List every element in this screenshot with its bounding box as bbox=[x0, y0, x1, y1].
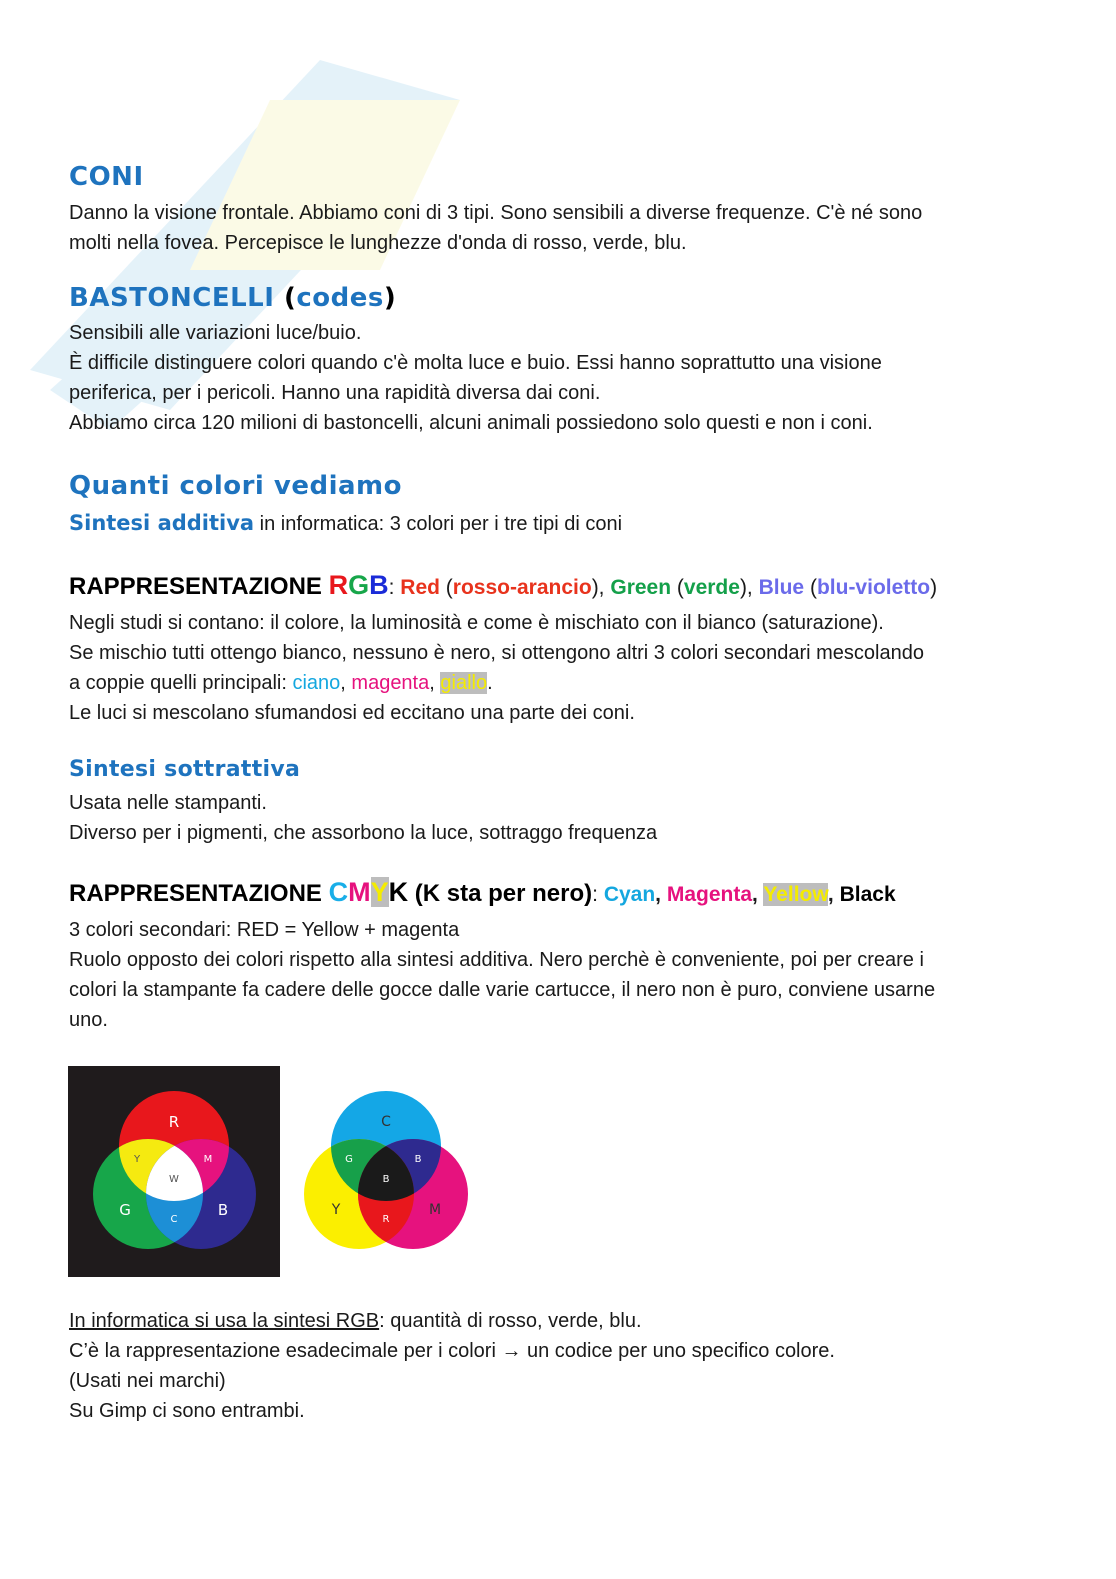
cmy-label-b: B bbox=[414, 1154, 422, 1165]
rgb-label-c: C bbox=[170, 1214, 178, 1225]
sottrattiva-line-2: Diverso per i pigmenti, che assorbono la luce, sottraggo frequenza bbox=[69, 822, 658, 844]
rgb-label-g: G bbox=[119, 1201, 131, 1219]
cmyk-line-2: Ruolo opposto dei colori rispetto alla sintesi additiva. Nero perchè è conveniente, poi per creare i bbox=[69, 949, 924, 971]
footer-line-1 bbox=[69, 1306, 1059, 1336]
word-ciano: ciano bbox=[292, 672, 341, 694]
cmyk-comma-2: , bbox=[752, 883, 764, 906]
rgb-label-m: M bbox=[203, 1154, 213, 1165]
footer-line-2: C’è la rappresentazione esadecimale per i colori → un codice per uno specifico colore. bbox=[69, 1340, 835, 1362]
heading-sintesi-sottrattiva: Sintesi sottrattiva bbox=[69, 757, 301, 782]
rgb-open2: ( bbox=[671, 576, 684, 599]
cmyk-cyan: Cyan bbox=[603, 883, 656, 906]
bastoncelli-paren-open: ( bbox=[274, 283, 297, 313]
rgb-letter-r: R bbox=[328, 570, 349, 600]
quanti-rest: in informatica: 3 colori per i tre tipi di coni bbox=[254, 513, 623, 535]
coni-line-1: Danno la visione frontale. Abbiamo coni di 3 tipi. Sono sensibili a diverse frequenze. C'è né sono bbox=[69, 202, 923, 224]
cmyk-letter-c: C bbox=[328, 877, 349, 907]
rgb-rosso: rosso-arancio bbox=[452, 576, 592, 599]
cmyk-comma-1: , bbox=[655, 883, 667, 906]
cmy-label-r: R bbox=[382, 1214, 390, 1225]
rgb-line-1: Negli studi si contano: il colore, la luminosità e come è mischiato con il bianco (saturazione). bbox=[69, 612, 884, 634]
rgb-dot: . bbox=[487, 672, 493, 694]
quanti-line bbox=[69, 508, 1059, 539]
cmyk-yellow: Yellow bbox=[763, 883, 828, 906]
cmyk-line-4: uno. bbox=[69, 1009, 108, 1031]
footer-line-1-rest: : quantità di rosso, verde, blu. bbox=[379, 1310, 642, 1332]
cmy-label-k: B bbox=[382, 1174, 390, 1185]
rgb-letter-g: G bbox=[348, 570, 370, 600]
rgb-open1: ( bbox=[439, 576, 453, 599]
cmyk-letter-y: Y bbox=[370, 877, 389, 907]
word-giallo: giallo bbox=[440, 672, 488, 694]
rgb-blu: blu-violetto bbox=[816, 576, 931, 599]
rgb-green: Green bbox=[610, 576, 672, 599]
word-magenta: magenta bbox=[351, 672, 430, 694]
cmy-label-g: G bbox=[345, 1154, 353, 1165]
rgb-line-4: Le luci si mescolano sfumandosi ed eccitano una parte dei coni. bbox=[69, 702, 635, 724]
rgb-comma-2: , bbox=[429, 672, 441, 694]
cmyk-black: Black bbox=[839, 883, 896, 906]
bastoncelli-codes: codes bbox=[296, 283, 384, 313]
cmyk-letter-k: K bbox=[388, 877, 409, 907]
bastoncelli-line-2: È difficile distinguere colori quando c'è molta luce e buio. Essi hanno soprattutto una visione bbox=[69, 352, 882, 374]
rgb-line-2: Se mischio tutti ottengo bianco, nessuno è nero, si ottengono altri 3 colori secondari mescolando bbox=[69, 642, 924, 664]
heading-quanti-colori: Quanti colori vediamo bbox=[69, 471, 402, 501]
heading-cmyk bbox=[69, 877, 1059, 908]
rgb-additive-diagram bbox=[68, 1066, 280, 1277]
rgb-comma-1: , bbox=[340, 672, 352, 694]
cmy-label-c: C bbox=[381, 1114, 391, 1130]
bastoncelli-line-4: Abbiamo circa 120 milioni di bastoncelli, alcuni animali possiedono solo questi e non i coni. bbox=[69, 412, 873, 434]
cmyk-paragraph bbox=[69, 915, 1059, 1035]
heading-rgb bbox=[69, 570, 1059, 601]
rgb-line-3-pre: a coppie quelli principali: bbox=[69, 672, 293, 694]
bastoncelli-title: BASTONCELLI bbox=[69, 283, 275, 313]
coni-line-2: molti nella fovea. Percepisce le lunghezze d'onda di rosso, verde, blu. bbox=[69, 232, 687, 254]
rgb-red: Red bbox=[400, 576, 440, 599]
cmyk-magenta: Magenta bbox=[666, 883, 753, 906]
rgb-close2: ), bbox=[739, 576, 759, 599]
sintesi-additiva-label: Sintesi additiva bbox=[69, 511, 255, 535]
footer-underlined: In informatica si usa la sintesi RGB bbox=[69, 1310, 380, 1332]
cmyk-label: RAPPRESENTAZIONE bbox=[69, 880, 329, 907]
rgb-label: RAPPRESENTAZIONE bbox=[69, 573, 329, 600]
sottrattiva-line-1: Usata nelle stampanti. bbox=[69, 792, 267, 814]
bastoncelli-paren-close: ) bbox=[383, 283, 397, 313]
sottrattiva-paragraph bbox=[69, 788, 1059, 848]
heading-bastoncelli bbox=[69, 283, 1059, 313]
footer-paragraph bbox=[69, 1306, 1059, 1426]
bastoncelli-paragraph bbox=[69, 318, 1059, 438]
rgb-paragraph bbox=[69, 608, 1059, 728]
footer-line-4: Su Gimp ci sono entrambi. bbox=[69, 1400, 305, 1422]
cmyk-line-3: colori la stampante fa cadere delle gocce dalle varie cartucce, il nero non è puro, conviene usarne bbox=[69, 979, 936, 1001]
rgb-label-w: W bbox=[169, 1174, 179, 1185]
rgb-colon: : bbox=[388, 576, 401, 599]
footer-line-3: (Usati nei marchi) bbox=[69, 1370, 226, 1392]
rgb-label-b: B bbox=[217, 1201, 229, 1219]
heading-coni: CONI bbox=[69, 162, 144, 192]
rgb-verde: verde bbox=[683, 576, 740, 599]
rgb-close1: ), bbox=[591, 576, 611, 599]
cmy-subtractive-diagram bbox=[302, 1090, 470, 1252]
cmyk-comma-3: , bbox=[827, 883, 840, 906]
cmyk-letter-m: M bbox=[348, 877, 371, 907]
rgb-open3: ( bbox=[804, 576, 817, 599]
coni-paragraph bbox=[69, 198, 1059, 258]
bastoncelli-line-3: periferica, per i pericoli. Hanno una rapidità diversa dai coni. bbox=[69, 382, 601, 404]
cmyk-line-1: 3 colori secondari: RED = Yellow + magenta bbox=[69, 919, 460, 941]
cmyk-paren: (K sta per nero) bbox=[408, 880, 593, 907]
cmyk-colon: : bbox=[592, 883, 604, 906]
rgb-line-3 bbox=[69, 668, 1059, 698]
cmy-label-y: Y bbox=[331, 1202, 341, 1218]
rgb-blue: Blue bbox=[758, 576, 805, 599]
rgb-letter-b: B bbox=[369, 570, 389, 600]
rgb-label-r: R bbox=[168, 1113, 180, 1131]
rgb-label-y: Y bbox=[133, 1154, 141, 1165]
bastoncelli-line-1: Sensibili alle variazioni luce/buio. bbox=[69, 322, 362, 344]
cmy-label-m: M bbox=[428, 1202, 442, 1218]
rgb-close3: ) bbox=[930, 576, 938, 599]
